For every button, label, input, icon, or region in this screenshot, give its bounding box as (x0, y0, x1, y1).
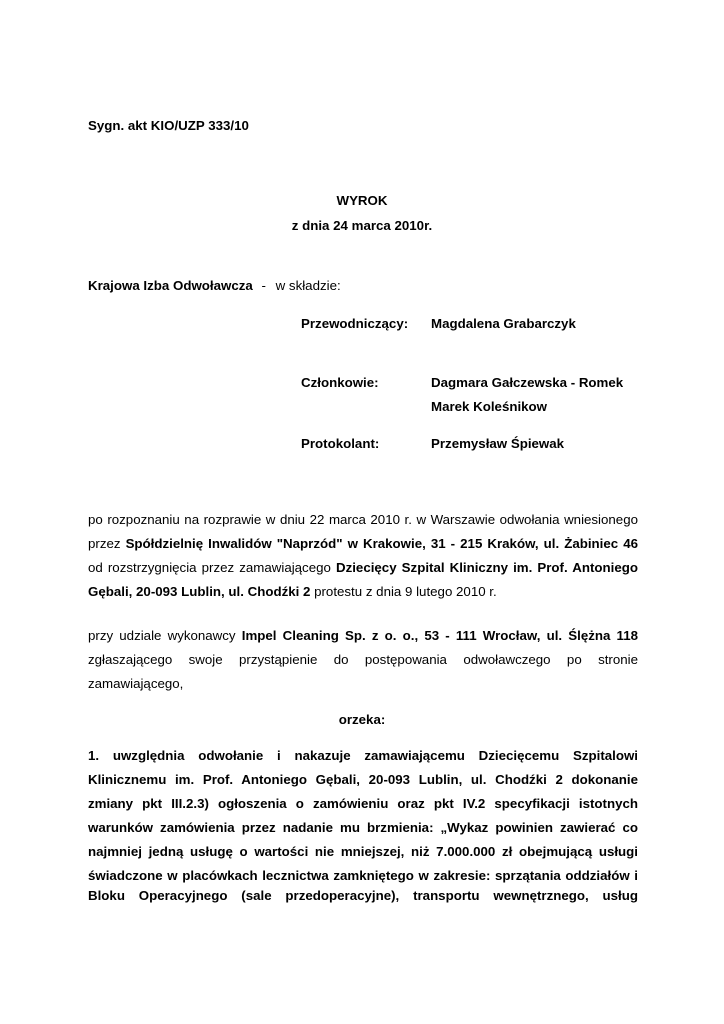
contractor-name: Impel Cleaning Sp. z o. o., 53 - 111 Wrocław, ul. Ślężna 118 (241, 628, 639, 643)
para2-line3: zamawiającego, (88, 676, 184, 691)
contracting-authority-name: Dziecięcy Szpital Kliniczny im. Prof. Antoniego (335, 560, 638, 575)
para1-line1: po rozpoznaniu na rozprawie w dniu 22 marca 2010 r. w Warszawie odwołania wniesionego (88, 512, 638, 527)
composition-text: w składzie: (275, 278, 341, 293)
ruling-line2: Klinicznemu im. Prof. Antoniego Gębali, 20-093 Lublin, ul. Chodźki 2 dokonanie (88, 772, 638, 787)
ruling-line3: zmiany pkt III.2.3) ogłoszenia o zamówieniu oraz pkt IV.2 specyfikacji istotnych (88, 796, 638, 811)
appellant-name: Spółdzielnię Inwalidów "Naprzód" w Krakowie, 31 - 215 Kraków, ul. Żabiniec 46 (125, 536, 638, 551)
contracting-authority-address: Gębali, 20-093 Lublin, ul. Chodźki 2 (88, 584, 311, 599)
orzeka-heading: orzeka: (338, 712, 386, 727)
para1-line4-text: protestu z dnia 9 lutego 2010 r. (310, 584, 497, 599)
members-label: Członkowie: (301, 375, 379, 390)
judgment-date: z dnia 24 marca 2010r. (291, 218, 433, 233)
ruling-line4: warunków zamówienia przez nadanie mu brzmienia: „Wykaz powinien zawierać co (88, 820, 638, 835)
chair-label: Przewodniczący: (301, 316, 409, 331)
member-1: Dagmara Gałczewska - Romek (431, 375, 624, 390)
para1-line4 (88, 584, 497, 599)
document-title: WYROK (336, 193, 388, 208)
chamber-line (88, 278, 341, 293)
para1-line3 (88, 560, 638, 575)
chair-name: Magdalena Grabarczyk (431, 316, 576, 331)
case-reference: Sygn. akt KIO/UZP 333/10 (88, 118, 249, 133)
para1-line2-text: przez (88, 536, 126, 551)
ruling-line5: najmniej jedną usługę o wartości nie mniejszej, niż 7.000.000 zł obejmującą usługi (88, 844, 638, 859)
para1-line2 (88, 536, 638, 551)
para1-line3-text: od rozstrzygnięcia przez zamawiającego (88, 560, 336, 575)
para2-line1 (88, 628, 638, 643)
ruling-line1: 1. uwzględnia odwołanie i nakazuje zamawiającemu Dziecięcemu Szpitalowi (88, 748, 638, 763)
para2-line1-text: przy udziale wykonawcy (88, 628, 242, 643)
ruling-line6: świadczone w placówkach lecznictwa zamkniętego w zakresie: sprzątania oddziałów i (88, 868, 638, 883)
clerk-label: Protokolant: (301, 436, 380, 451)
chamber-name: Krajowa Izba Odwoławcza (88, 278, 253, 293)
member-2: Marek Koleśnikow (431, 399, 548, 414)
ruling-line7: Bloku Operacyjnego (sale przedoperacyjne), transportu wewnętrznego, usług (88, 888, 638, 903)
chamber-dash: - (261, 278, 266, 293)
clerk-name: Przemysław Śpiewak (431, 436, 565, 451)
para2-line2: zgłaszającego swoje przystąpienie do postępowania odwoławczego po stronie (88, 652, 638, 667)
